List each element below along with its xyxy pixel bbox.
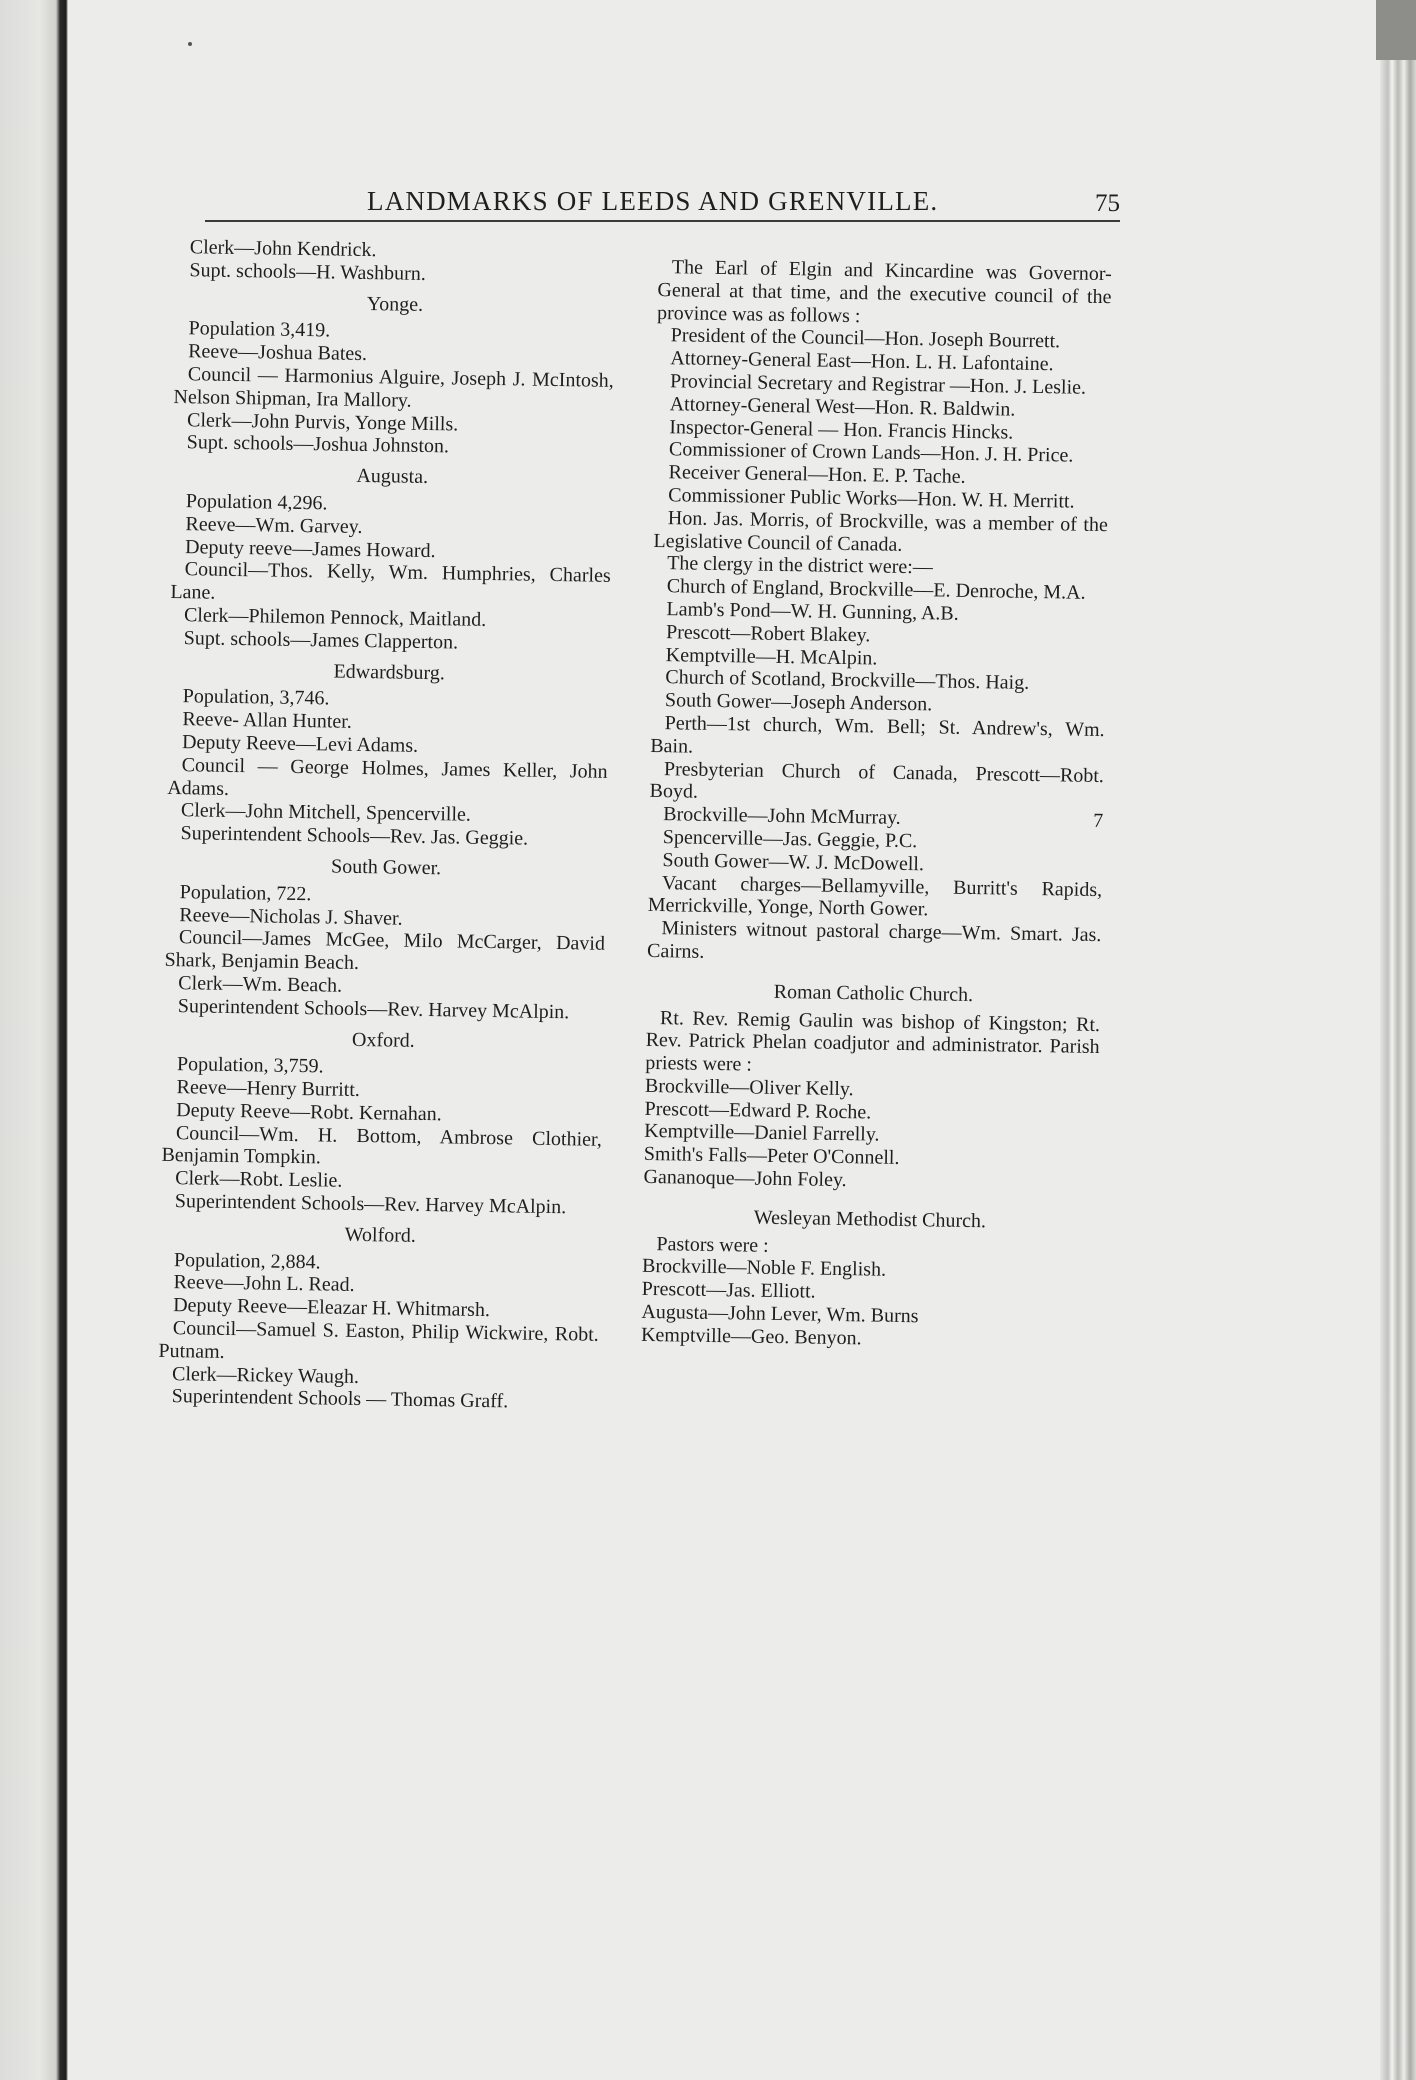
text-paragraph: Inspector-General — Hon. Francis Hincks. — [669, 415, 1014, 444]
section-heading: Oxford. — [351, 1028, 415, 1052]
text-paragraph: South Gower—W. J. McDowell. — [662, 848, 925, 875]
text-paragraph: Population, 3,759. — [176, 1053, 324, 1078]
text-paragraph: Presbyterian Church of Canada, Prescott—Robt. Boyd. — [649, 757, 1105, 804]
text-paragraph: Council — George Holmes, James Keller, John Adams. — [167, 753, 608, 800]
text-paragraph: Clerk—John Mitchell, Spencerville. — [180, 799, 472, 827]
text-paragraph: Reeve- Allan Hunter. — [182, 708, 352, 733]
header-rule — [205, 220, 1120, 222]
text-paragraph: Receiver General—Hon. E. P. Tache. — [668, 461, 966, 489]
book-gutter — [0, 0, 68, 2080]
text-line: Smith's Falls—Peter O'Connell. — [643, 1143, 900, 1170]
text-paragraph: Supt. schools—Joshua Johnston. — [186, 431, 450, 458]
right-text-column — [641, 256, 1112, 1354]
text-paragraph: Superintendent Schools—Rev. Jas. Geggie. — [180, 822, 529, 850]
margin-mark: 7 — [1093, 810, 1104, 833]
left-text-column — [158, 236, 616, 1415]
section-heading: Edwardsburg. — [333, 660, 445, 684]
text-paragraph: Attorney-General East—Hon. L. H. Lafontaine. — [670, 347, 1054, 376]
text-paragraph: Supt. schools—James Clapperton. — [183, 626, 459, 654]
text-paragraph: Ministers witnout pastoral charge—Wm. Smart. Jas. Cairns. — [646, 917, 1102, 963]
text-paragraph: The clergy in the district were:— — [666, 552, 933, 579]
text-paragraph: Council—James McGee, Milo McCarger, David Shark, Benjamin Beach. — [164, 926, 606, 975]
section-heading: Roman Catholic Church. — [773, 980, 974, 1006]
text-paragraph: Attorney-General West—Hon. R. Baldwin. — [669, 392, 1016, 421]
text-paragraph: Council—Thos. Kelly, Wm. Humphries, Charles Lane. — [170, 558, 611, 604]
text-line: Brockville—Noble F. English. — [641, 1255, 887, 1282]
text-paragraph: Deputy Reeve—Robt. Kernahan. — [176, 1099, 442, 1126]
text-paragraph: Supt. schools—H. Washburn. — [189, 259, 426, 285]
text-paragraph: Clerk—John Kendrick. — [189, 236, 377, 262]
text-line: Kemptville—Daniel Farrelly. — [644, 1120, 880, 1147]
text-line: Kemptville—Geo. Benyon. — [640, 1323, 862, 1350]
text-line: Prescott—Jas. Elliott. — [641, 1278, 816, 1303]
text-paragraph: Commissioner of Crown Lands—Hon. J. H. Price. — [668, 438, 1074, 467]
text-paragraph: Spencerville—Jas. Geggie, P.C. — [662, 826, 918, 853]
text-paragraph: Deputy reeve—James Howard. — [184, 535, 436, 562]
text-paragraph: Population, 722. — [179, 880, 312, 905]
text-paragraph: Population 4,296. — [185, 490, 328, 515]
text-paragraph: Reeve—Nicholas J. Shaver. — [179, 903, 403, 930]
page-corner-shadow — [1376, 0, 1416, 60]
text-paragraph: Church of England, Brockville—E. Denroche, M.A. — [666, 575, 1086, 604]
text-paragraph: Clerk—Wm. Beach. — [178, 972, 343, 997]
text-line: Prescott—Edward P. Roche. — [644, 1097, 872, 1124]
text-paragraph: Hon. Jas. Morris, of Brockville, was a member of the Legislative Council of Canada. — [653, 506, 1109, 556]
page-stack-edge — [1380, 0, 1416, 2080]
text-paragraph: Reeve—John L. Read. — [173, 1271, 355, 1297]
text-paragraph: Clerk—Philemon Pennock, Maitland. — [183, 604, 487, 631]
text-paragraph: South Gower—Joseph Anderson. — [664, 689, 933, 716]
text-paragraph: Reeve—Henry Burritt. — [176, 1076, 361, 1102]
text-paragraph: Council—Wm. H. Bottom, Ambrose Clothier, Benjamin Tompkin. — [161, 1121, 603, 1169]
text-paragraph: Clerk—John Purvis, Yonge Mills. — [186, 408, 459, 436]
text-line: Brockville—Oliver Kelly. — [644, 1074, 854, 1101]
section-heading: Augusta. — [356, 465, 429, 489]
text-paragraph: Council — Harmonius Alguire, Joseph J. McIntosh, Nelson Shipman, Ira Mallory. — [173, 363, 614, 412]
text-paragraph: Clerk—Rickey Waugh. — [171, 1362, 360, 1388]
text-paragraph: Council—Samuel S. Easton, Philip Wickwire, Robt. Putnam. — [158, 1317, 599, 1363]
text-paragraph: Church of Scotland, Brockville—Thos. Haig. — [665, 666, 1030, 695]
text-paragraph: The Earl of Elgin and Kincardine was Governor-General at that time, and the executive council of the province was as follows : — [656, 256, 1112, 327]
section-heading: Yonge. — [366, 292, 424, 316]
text-paragraph: Commissioner Public Works—Hon. W. H. Merritt. — [668, 484, 1075, 513]
text-paragraph: Reeve—Wm. Garvey. — [185, 512, 363, 538]
text-paragraph: Superintendent Schools — Thomas Graff. — [171, 1385, 509, 1413]
running-title: LANDMARKS OF LEEDS AND GRENVILLE. — [367, 186, 939, 216]
section-heading: Wesleyan Methodist Church. — [753, 1206, 987, 1233]
text-paragraph: Population 3,419. — [188, 317, 331, 342]
text-paragraph: Brockville—John McMurray. — [663, 803, 901, 830]
text-paragraph: President of the Council—Hon. Joseph Bourrett. — [670, 324, 1061, 353]
scan-speck — [188, 42, 192, 46]
text-paragraph: Deputy Reeve—Eleazar H. Whitmarsh. — [173, 1294, 491, 1322]
page-number: 75 — [1095, 190, 1120, 217]
text-paragraph: Superintendent Schools—Rev. Harvey McAlpin. — [177, 994, 570, 1023]
text-paragraph: Pastors were : — [656, 1232, 769, 1257]
text-paragraph: Rt. Rev. Remig Gaulin was bishop of Kingston; Rt. Rev. Patrick Phelan coadjutor and administrator. Parish priests were : — [645, 1006, 1101, 1076]
text-paragraph: Lamb's Pond—W. H. Gunning, A.B. — [666, 598, 959, 625]
text-paragraph: Perth—1st church, Wm. Bell; St. Andrew's, Wm. Bain. — [650, 712, 1105, 758]
running-header — [205, 180, 1120, 220]
text-paragraph: Population, 3,746. — [182, 685, 330, 710]
text-paragraph: Vacant charges—Bellamyville, Burritt's Rapids, Merrickville, Yonge, North Gower. — [647, 871, 1103, 921]
text-paragraph: Deputy Reeve—Levi Adams. — [181, 731, 419, 757]
text-paragraph: Provincial Secretary and Registrar —Hon. J. Leslie. — [669, 370, 1087, 399]
text-paragraph: Prescott—Robert Blakey. — [665, 620, 871, 647]
text-paragraph: Reeve—Joshua Bates. — [188, 340, 368, 366]
text-paragraph: Kemptville—H. McAlpin. — [665, 643, 878, 670]
section-heading: South Gower. — [330, 855, 442, 880]
text-paragraph: Clerk—Robt. Leslie. — [175, 1167, 343, 1193]
text-paragraph: Superintendent Schools—Rev. Harvey McAlpin. — [174, 1190, 567, 1219]
section-heading: Wolford. — [344, 1223, 417, 1247]
text-line: Augusta—John Lever, Wm. Burns — [641, 1300, 919, 1328]
text-paragraph: Population, 2,884. — [173, 1248, 321, 1274]
text-line: Gananoque—John Foley. — [643, 1165, 847, 1192]
